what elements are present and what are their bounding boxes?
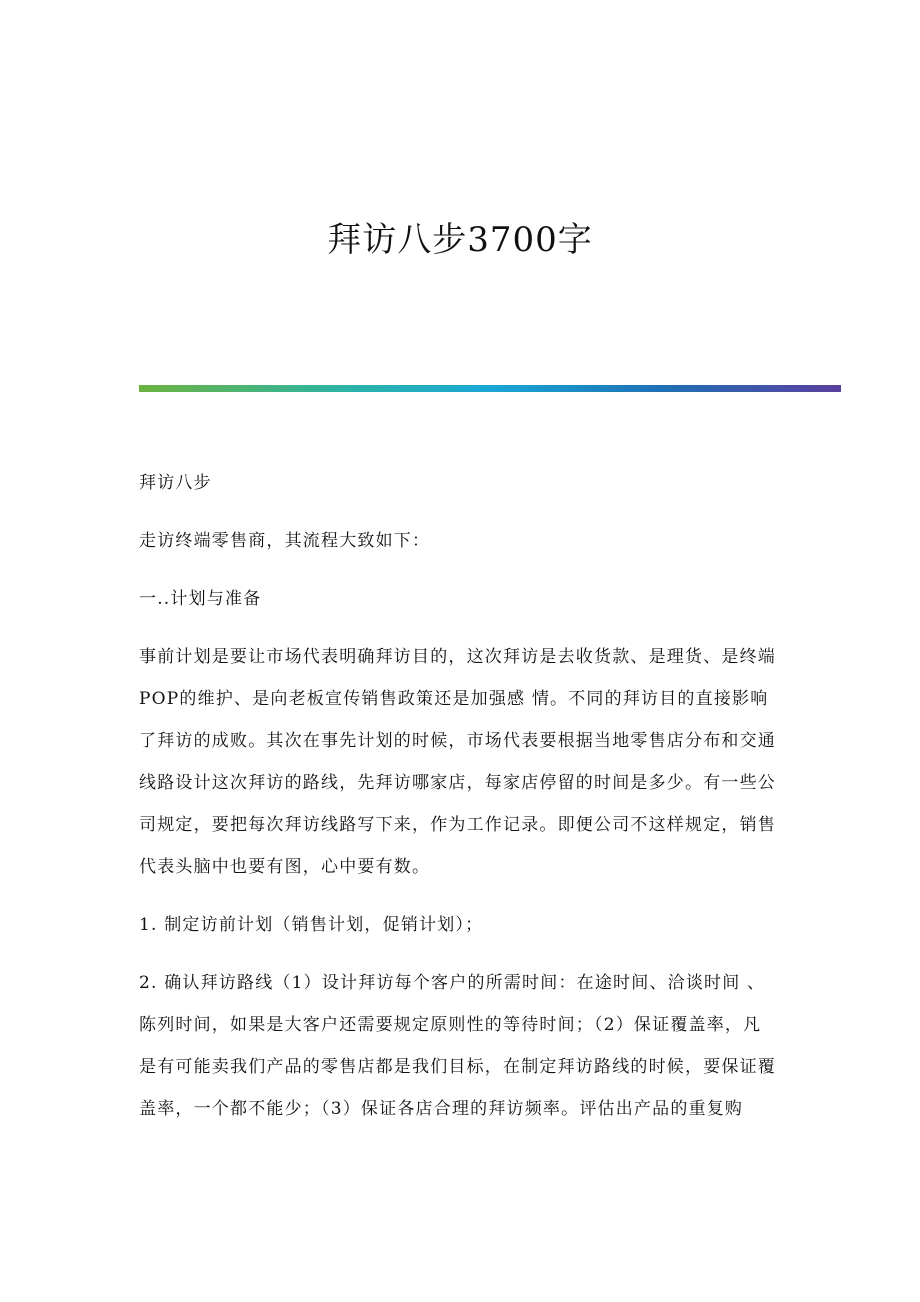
page-title: 拜访八步3700字 <box>327 220 593 260</box>
paragraph: 事前计划是要让市场代表明确拜访目的，这次拜访是去收货款、是理货、是终端POP的维护、是向老板宣传销售政策还是加强感 情。不同的拜访目的直接影响了拜访的成败。其次在事先计划的时候，市场代表要根据当地零售店分布和交通线路设计这次拜访的路线，先拜访哪家店，每家店停留的时间是多少。有一些公司规定，要把每次拜访线路写下来，作为工作记录。即便公司不这样规定，销售代表头脑中也要有图，心中要有数。 <box>139 647 776 877</box>
paragraph: 拜访八步 <box>139 473 212 493</box>
document-body <box>139 462 779 1146</box>
paragraph: 走访终端零售商，其流程大致如下： <box>139 531 431 551</box>
section-heading: 一..计划与准备 <box>139 589 262 609</box>
list-item: 2. 确认拜访路线（1）设计拜访每个客户的所需时间：在途时间、洽谈时间 、陈列时间，如果是大客户还需要规定原则性的等待时间；（2）保证覆盖率，凡是有可能卖我们产品的零售店都是我们目标，在制定拜访路线的时候，要保证覆盖率，一个都不能少；（3）保证各店合理的拜访频率。评估出产品的重复购 <box>139 973 776 1119</box>
list-item: 1. 制定访前计划（销售计划，促销计划）； <box>139 915 484 935</box>
title-divider <box>139 385 841 392</box>
